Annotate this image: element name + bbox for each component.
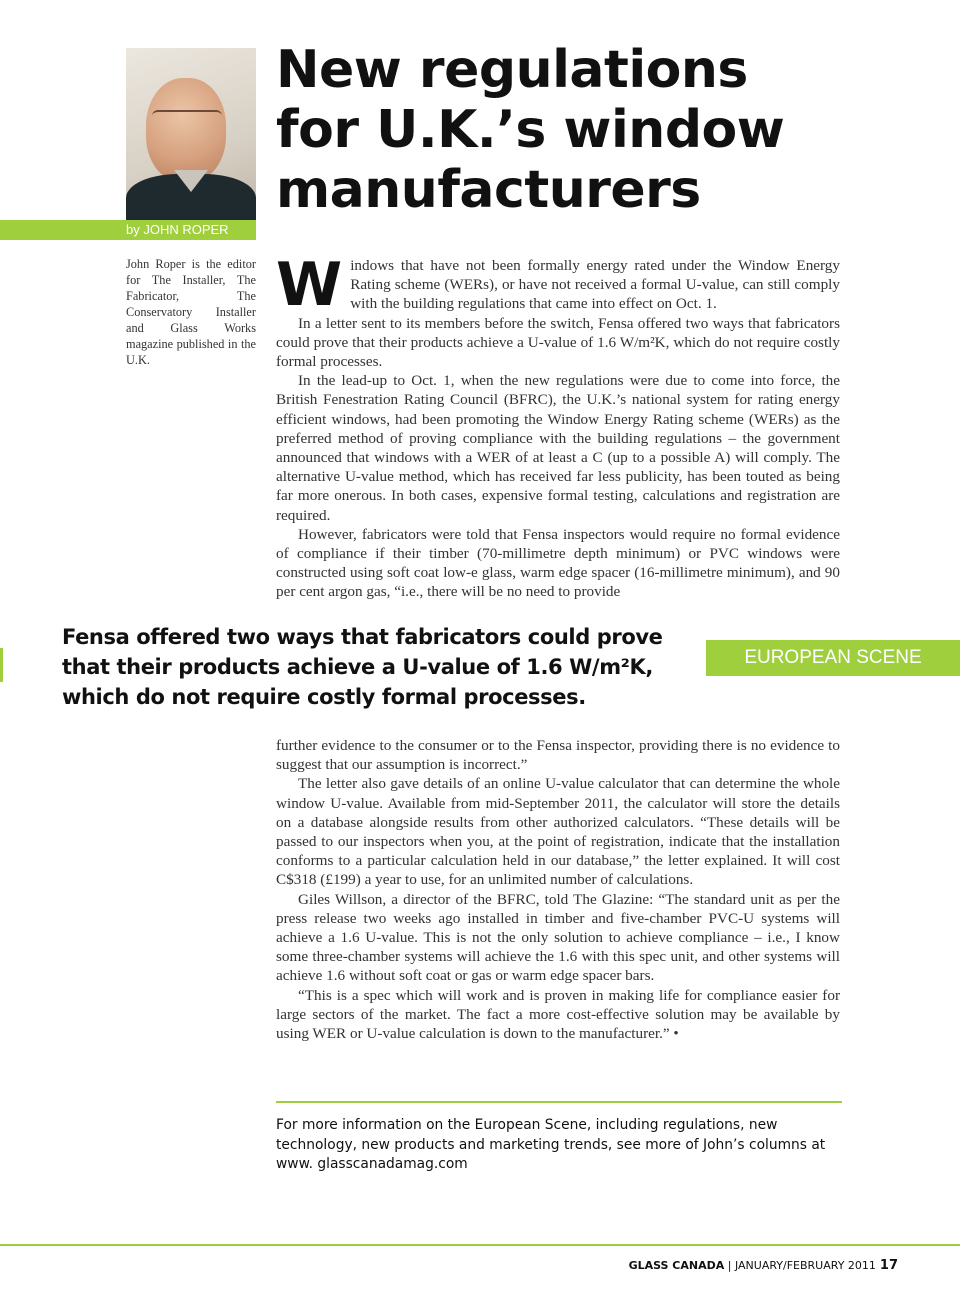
- footer-issue: JANUARY/FEBRUARY 2011: [734, 1259, 876, 1272]
- drop-cap: W: [276, 250, 343, 320]
- body-paragraph-3: In the lead-up to Oct. 1, when the new regulations were due to come into force, the British Fenestration Rating Council (BFRC), the U.K.’s national system for rating energy efficient windows, had been promoting the Window Energy Rating scheme (WERs) as the preferred method of proving compliance with the building regulations – the government announced that windows with a WER of at least a C (up to a possible A) will comply. The alternative U-value method, which has received far less publicity, has been touted as being far more onerous. In both cases, expensive formal testing, calculations and registration are required.: [276, 372, 840, 524]
- byline: by JOHN ROPER: [126, 222, 229, 237]
- page-number: 17: [879, 1258, 898, 1273]
- body-paragraph-6: Giles Willson, a director of the BFRC, told The Glazine: “The standard unit as per the press release two weeks ago installed in timber and five-chamber PVC-U systems will achieve a 1.6 U-value. This is not the only solution to achieve compliance – i.e., I know some three-chamber systems will achieve the 1.6 with this spec unit, and other systems will achieve 1.6 without soft coat or gas or warm edge spacer bars.: [276, 890, 840, 985]
- section-tag: EUROPEAN SCENE: [706, 640, 960, 676]
- pullquote: Fensa offered two ways that fabricators could prove that their products achieve a U-value of 1.6 W/m²K, which do not require costly formal processes.: [62, 625, 663, 709]
- page-footer: [629, 1258, 898, 1273]
- pullquote-marker: [0, 648, 3, 682]
- body-paragraph-continued: further evidence to the consumer or to the Fensa inspector, providing there is no evidence to suggest that our assumption is incorrect.”: [276, 737, 840, 774]
- more-info-note: For more information on the European Scene, including regulations, new technology, new products and marketing trends, see more of John’s columns at www. glasscanadamag.com: [276, 1117, 826, 1173]
- body-paragraph-4: However, fabricators were told that Fensa inspectors would require no formal evidence of compliance if their timber (70-millimetre depth minimum) or PVC windows were constructed using soft coat low-e glass, warm edge spacer (16-millimetre minimum), and 90 per cent argon gas, “i.e., there will be no need to provide: [276, 525, 840, 601]
- body-paragraph-2: In a letter sent to its members before the switch, Fensa offered two ways that fabricators could prove that their products achieve a U-value of 1.6 W/m²K, which do not require costly formal processes.: [276, 314, 840, 371]
- note-divider: [276, 1101, 842, 1103]
- body-paragraph-1: indows that have not been formally energy rated under the Window Energy Rating scheme (WERs), or have not received a formal U-value, can still comply with the building regulations that came into effect on Oct. 1.: [350, 257, 840, 313]
- author-head-shape: [146, 78, 226, 182]
- title-line-2: for U.K.’s window: [276, 100, 785, 160]
- footer-rule: [0, 1244, 960, 1246]
- author-photo: [126, 48, 256, 220]
- article-body-top: [276, 250, 840, 602]
- body-paragraph-5: The letter also gave details of an online U-value calculator that can determine the whole window U-value. Available from mid-September 2011, the calculator will store the details on a database alongside results from other authorized calculators. “These details will be passed to our inspectors when you, at the point of registration, indicate that the installation conforms to a particular calculation held in our database,” the letter explained. It will cost C$318 (£199) a year to use, for an unlimited number of calculations.: [276, 775, 840, 889]
- article-title: [276, 40, 916, 220]
- author-bio: John Roper is the editor for The Installer, The Fabricator, The Conservatory Installer and Glass Works magazine published in the U.K.: [126, 257, 256, 367]
- title-line-1: New regulations: [276, 40, 748, 100]
- footer-magazine: GLASS CANADA: [628, 1259, 725, 1272]
- article-body-bottom: [276, 736, 840, 1043]
- footer-separator: |: [724, 1259, 735, 1272]
- title-line-3: manufacturers: [276, 160, 701, 220]
- body-paragraph-7: “This is a spec which will work and is proven in making life for compliance easier for large sectors of the market. The fact a more cost-effective solution may be available by using WER or U-value calculation is down to the manufacturer.” •: [276, 986, 840, 1043]
- glasses-shape: [152, 110, 222, 124]
